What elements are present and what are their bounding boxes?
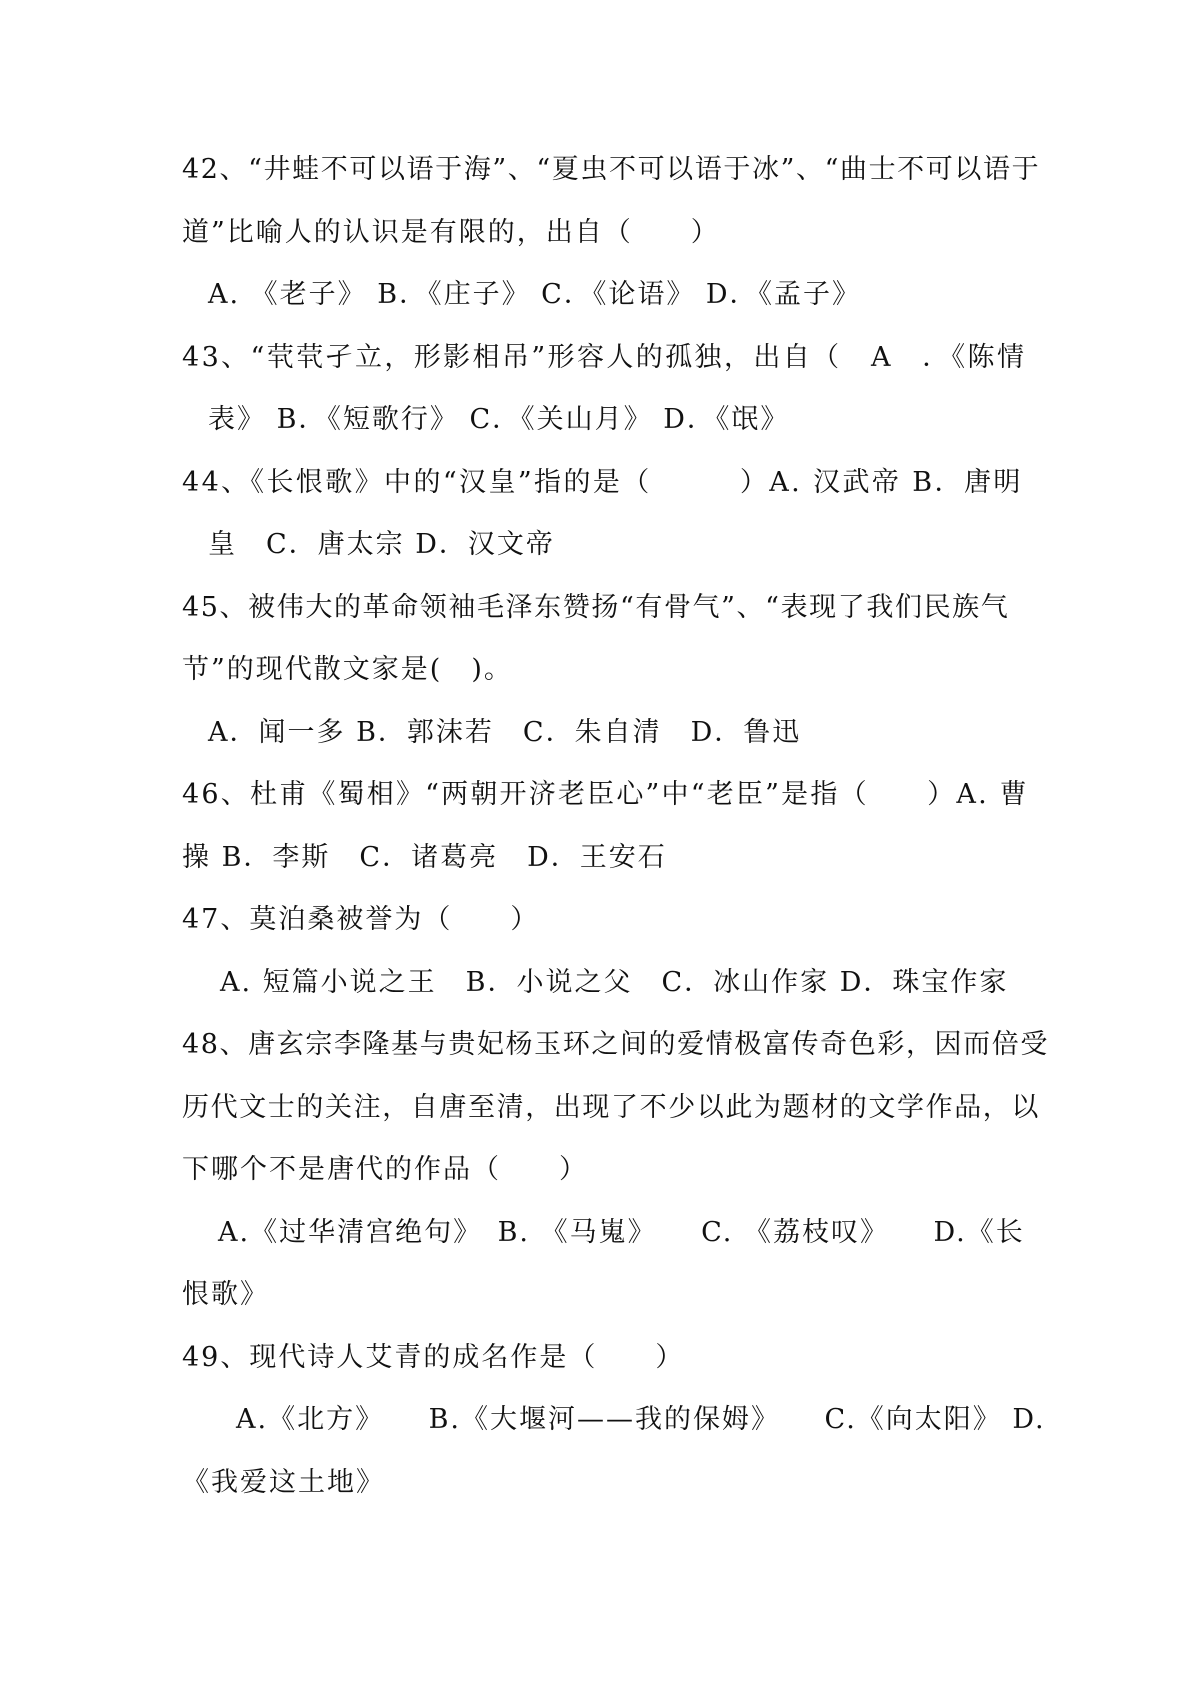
question-42-stem-line-1: 42、“井蛙不可以语于海”、“夏虫不可以语于冰”、“曲士不可以语于 xyxy=(182,154,1041,185)
question-47-stem: 47、莫泊桑被誉为（ ） xyxy=(182,904,540,935)
question-48-options-line-2: 恨歌》 xyxy=(182,1279,269,1310)
question-45-options: A．闻一多 B．郭沫若 C．朱自清 D．鲁迅 xyxy=(208,717,802,748)
question-44-options: 皇 C．唐太宗 D．汉文帝 xyxy=(208,529,555,560)
question-44-stem-line-1: 44、《长恨歌》中的“汉皇”指的是（ ）A. 汉武帝 B．唐明 xyxy=(182,467,1023,498)
question-48-stem-line-3: 下哪个不是唐代的作品（ ） xyxy=(182,1154,588,1185)
question-45-stem-line-2: 节”的现代散文家是( )。 xyxy=(182,654,513,685)
question-45-stem-line-1: 45、被伟大的革命领袖毛泽东赞扬“有骨气”、“表现了我们民族气 xyxy=(182,592,1010,623)
question-48-stem-line-2: 历代文士的关注，自唐至清，出现了不少以此为题材的文学作品，以 xyxy=(182,1092,1040,1123)
question-46-options: 操 B．李斯 C．诸葛亮 D．王安石 xyxy=(182,842,667,873)
question-42-stem-line-2: 道”比喻人的认识是有限的，出自（ ） xyxy=(182,217,720,248)
question-49-stem: 49、现代诗人艾青的成名作是（ ） xyxy=(182,1342,685,1373)
question-47-options: A. 短篇小说之王 B．小说之父 C．冰山作家 D．珠宝作家 xyxy=(220,967,1009,998)
question-48-stem-line-1: 48、唐玄宗李隆基与贵妃杨玉环之间的爱情极富传奇色彩，因而倍受 xyxy=(182,1029,1049,1060)
question-46-stem-line-1: 46、杜甫《蜀相》“两朝开济老臣心”中“老臣”是指（ ）A. 曹 xyxy=(182,779,1029,810)
question-49-options-line-1: A.《北方》 B.《大堰河——我的保姆》 C.《向太阳》 D. xyxy=(236,1404,1046,1435)
question-49-options-line-2: 《我爱这土地》 xyxy=(182,1467,385,1498)
question-43-stem-line-1: 43、“茕茕孑立，形影相吊”形容人的孤独，出自（ A ．《陈情 xyxy=(182,342,1027,373)
question-43-options: 表》 B．《短歌行》 C．《关山月》 D．《氓》 xyxy=(208,404,790,435)
question-48-options-line-1: A.《过华清宫绝句》 B. 《马嵬》 C. 《荔枝叹》 D.《长 xyxy=(218,1217,1025,1248)
question-42-options: A. 《老子》 B．《庄子》 C．《论语》 D．《孟子》 xyxy=(208,279,862,310)
